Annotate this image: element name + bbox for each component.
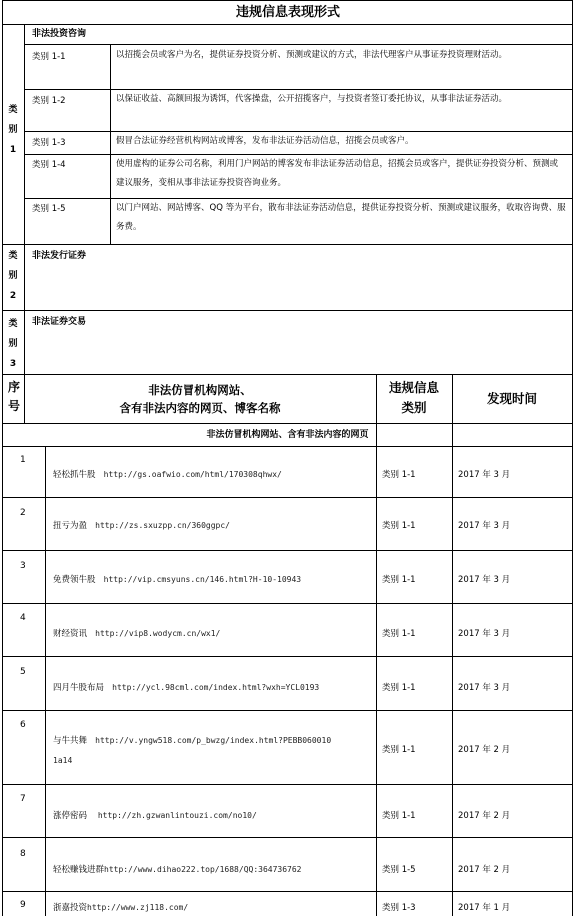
- row-line: [2, 784, 573, 785]
- row-num: 5: [20, 667, 26, 677]
- row-time: 2017 年 1 月: [458, 903, 511, 913]
- row-site-url[interactable]: http://www.dihao222.top/1688/QQ:364736762: [104, 865, 302, 874]
- row-site-name: 浙嘉投资: [53, 903, 88, 913]
- category1-heading: 非法投资咨询: [32, 29, 87, 39]
- row-site-name: 涨停密码: [53, 811, 88, 821]
- row-cat: 类别 1-1: [382, 683, 416, 693]
- row-line: [2, 837, 573, 838]
- row-time: 2017 年 2 月: [458, 811, 511, 821]
- row-site-url[interactable]: http://zs.sxuzpp.cn/360ggpc/: [95, 521, 230, 530]
- row-site: [53, 630, 220, 639]
- right-border: [572, 0, 573, 916]
- row-cat: 类别 1-3: [382, 903, 416, 913]
- row-num: 7: [20, 794, 26, 804]
- row-site-url[interactable]: http://www.zj118.com/: [87, 903, 189, 912]
- row-num: 1: [20, 455, 26, 465]
- row-site-name: 扭亏为盈: [53, 521, 88, 531]
- row-site-url[interactable]: http://vip.cmsyuns.cn/146.html?H-10-10943: [103, 575, 302, 584]
- row-site: [53, 522, 230, 531]
- row-site-name: 轻松赚钱进群: [53, 865, 105, 875]
- row-site: [53, 866, 302, 875]
- row-line: [2, 656, 573, 657]
- subheading-bottom-line: [2, 446, 573, 447]
- row-time: 2017 年 3 月: [458, 521, 511, 531]
- category3-label: 类别3: [8, 319, 18, 369]
- row-site-url-cont[interactable]: 1a14: [53, 756, 73, 765]
- row-num: 2: [20, 508, 26, 518]
- col-header-num: 序号: [7, 380, 20, 413]
- row-cat: 类别 1-1: [382, 745, 416, 755]
- row-site-name: 财经资讯: [53, 629, 88, 639]
- row-site: [53, 904, 188, 913]
- cat-left-divider: [24, 24, 25, 374]
- row-site: [53, 812, 257, 821]
- row-cat: 类别 1-1: [382, 811, 416, 821]
- row-site-name: 免费领牛股: [53, 575, 96, 585]
- col-header-cat-line1: 违规信息: [388, 380, 439, 395]
- row-line: [2, 603, 573, 604]
- row-site-url[interactable]: http://vip8.wodycm.cn/wx1/: [95, 629, 221, 638]
- row-cat: 类别 1-1: [382, 521, 416, 531]
- row-line: [2, 497, 573, 498]
- cat1-item-code: 类别 1-2: [32, 96, 66, 106]
- row-site-name: 四月牛股布局: [53, 683, 105, 693]
- cat1-item-text: 假冒合法证券经营机构网站或博客，发布非法证券活动信息，招揽会员或客户。: [116, 136, 414, 146]
- row-num: 4: [20, 613, 26, 623]
- cat-section-line: [2, 310, 573, 311]
- row-site-name: 轻松抓牛股: [53, 470, 96, 480]
- left-border: [2, 0, 3, 916]
- row-cat: 类别 1-1: [382, 470, 416, 480]
- row-site: [53, 576, 301, 585]
- col-header-site-line2: 含有非法内容的网页、博客名称: [119, 401, 281, 415]
- cat1-item-code: 类别 1-5: [32, 204, 66, 214]
- col-divider-num-header: [24, 374, 25, 423]
- row-time: 2017 年 2 月: [458, 745, 511, 755]
- row-num: 3: [20, 561, 26, 571]
- category3-heading: 非法证券交易: [32, 317, 87, 327]
- row-time: 2017 年 3 月: [458, 575, 511, 585]
- table-subheading: 非法仿冒机构网站、含有非法内容的网页: [206, 430, 369, 440]
- col-divider-num: [45, 446, 46, 916]
- row-time: 2017 年 3 月: [458, 629, 511, 639]
- row-num: 6: [20, 720, 26, 730]
- row-time: 2017 年 3 月: [458, 683, 511, 693]
- row-num: 9: [20, 900, 26, 910]
- row-line: [2, 550, 573, 551]
- row-line: [2, 710, 573, 711]
- row-site-url[interactable]: http://ycl.98cml.com/index.html?wxh=YCL0193: [112, 683, 320, 692]
- row-site: [53, 471, 282, 480]
- category2-heading: 非法发行证券: [32, 251, 87, 261]
- title-bottom-border: [2, 24, 573, 25]
- top-border: [2, 0, 573, 1]
- col-header-cat-line2: 类别: [401, 400, 427, 415]
- category2-label: 类别2: [8, 251, 18, 301]
- col-divider-cat: [452, 374, 453, 916]
- row-cat: 类别 1-5: [382, 865, 416, 875]
- cat1-item-code: 类别 1-4: [32, 160, 66, 170]
- table-header-bottom-line: [2, 423, 573, 424]
- row-site-url[interactable]: http://v.yngw518.com/p_bwzg/index.html?PEBB060010: [95, 736, 332, 745]
- page-title: 违规信息表现形式: [235, 5, 340, 20]
- cat1-item-text: 以保证收益、高额回报为诱饵，代客操盘，公开招揽客户，与投资者签订委托协议，从事非法证券活动。: [116, 94, 508, 104]
- row-time: 2017 年 2 月: [458, 865, 511, 875]
- row-line: [2, 891, 573, 892]
- col-header-site-line1: 非法仿冒机构网站、: [148, 383, 252, 397]
- col-divider-site: [376, 374, 377, 916]
- col-header-time: 发现时间: [486, 391, 537, 406]
- cat1-item-code: 类别 1-1: [32, 52, 66, 62]
- row-site-url[interactable]: http://zh.gzwanlintouzi.com/no10/: [97, 811, 257, 820]
- cat1-item-text: 以招揽会员或客户为名，提供证券投资分析、预测或建议的方式，非法代理客户从事证券投资理财活动。: [116, 50, 508, 60]
- category1-label: 类别1: [8, 105, 18, 155]
- cat-section-line: [2, 244, 573, 245]
- cat1-heading-line: [24, 44, 573, 45]
- row-site-name: 与牛共舞: [53, 736, 88, 746]
- row-site: [53, 684, 319, 693]
- cat1-item-text: 使用虚构的证券公司名称，利用门户网站的博客发布非法证券活动信息，招揽会员或客户，提供证券投资分析、预测或建议服务，变相从事非法证券投资咨询业务。: [116, 159, 559, 188]
- table-header-top-line: [2, 374, 573, 375]
- cat1-item-text: 以门户网站、网站博客、QQ 等为平台，散布非法证券活动信息，提供证券投资分析、预测或建议服务，收取咨询费、服务费。: [116, 203, 566, 232]
- row-num: 8: [20, 849, 26, 859]
- cat1-item-code: 类别 1-3: [32, 138, 66, 148]
- row-cat: 类别 1-1: [382, 575, 416, 585]
- row-time: 2017 年 3 月: [458, 470, 511, 480]
- row-site-url[interactable]: http://gs.oafwio.com/html/170308qhwx/: [103, 470, 282, 479]
- row-cat: 类别 1-1: [382, 629, 416, 639]
- cat1-code-divider: [110, 44, 111, 244]
- row-site: [53, 737, 331, 746]
